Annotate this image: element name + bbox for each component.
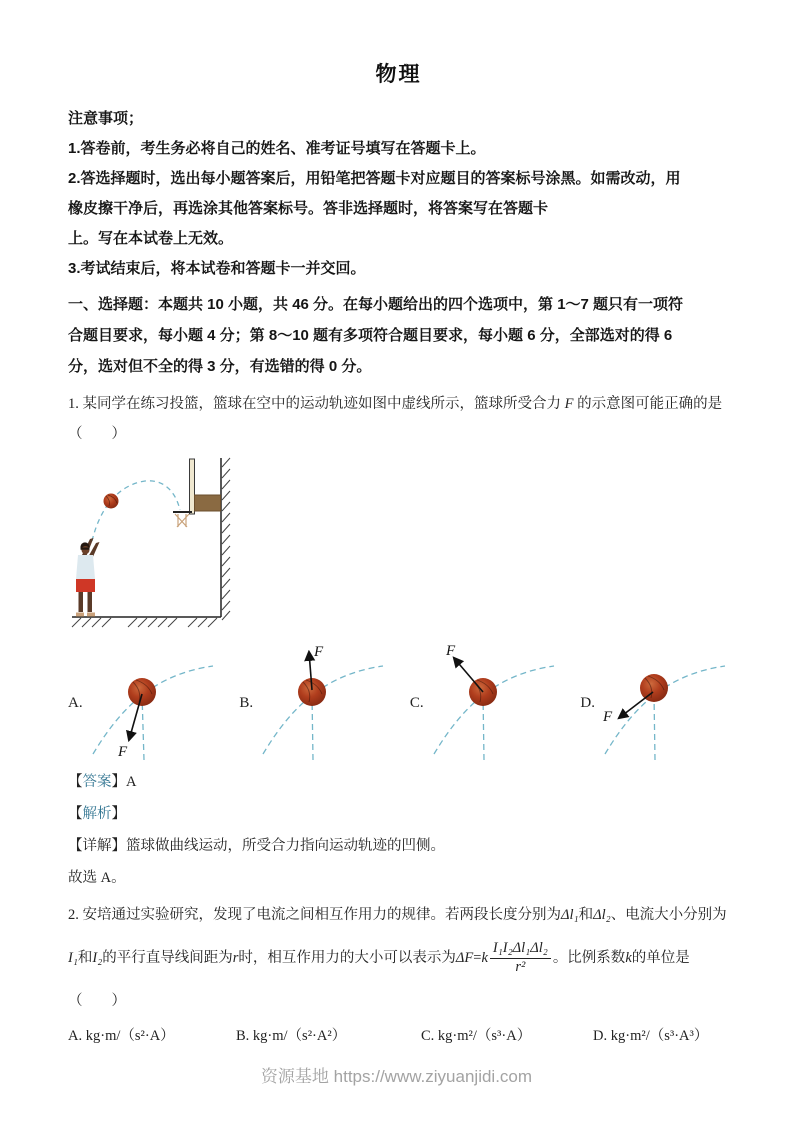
q1-option-a	[68, 642, 217, 764]
notice-heading: 注意事项；	[68, 110, 144, 127]
q2-text: 的平行直导线间距为	[102, 950, 233, 966]
trajectory-arc	[605, 666, 725, 754]
q1-stem-text: 1. 某同学在练习投篮，篮球在空中的运动轨迹如图中虚线所示，篮球所受合力	[68, 396, 565, 412]
q2-var-k: k	[625, 950, 632, 966]
bracket-close: 】	[111, 806, 126, 822]
notice-line: 1.答卷前，考生务必将自己的姓名、准考证号填写在答题卡上。	[68, 140, 486, 157]
formula-fraction	[490, 940, 551, 976]
trajectory-arc	[93, 666, 213, 754]
question-2-stem-line-2	[68, 930, 729, 986]
q2-var-i1: I₁	[68, 950, 78, 966]
q2-text: 的单位是	[631, 950, 690, 966]
question-1-stem	[68, 389, 729, 419]
analysis-word: 解析	[82, 806, 112, 822]
question-2-stem-line-1	[68, 900, 729, 930]
vertical-dashed-line	[654, 694, 655, 760]
q1-detail-line	[68, 830, 729, 862]
bracket-close: 】	[111, 774, 126, 790]
q1-conclusion-line: 故选 A。	[68, 870, 126, 886]
formula-coefficient: k	[481, 950, 488, 966]
option-letter: C.	[421, 1028, 435, 1044]
option-letter: D.	[580, 694, 595, 711]
notice-line: 橡皮擦干净后，再选涂其他答案标号。答非选择题时，将答案写在答题卡	[68, 200, 549, 217]
player-figure	[76, 538, 100, 617]
force-label: F	[117, 744, 127, 760]
q1-answer-bracket: （ ）	[68, 426, 126, 442]
q2-text: 时，相互作用力的大小可以表示为	[238, 950, 456, 966]
q2-option-d	[593, 1024, 708, 1048]
force-label: F	[445, 643, 455, 659]
notice-line: 上。写在本试卷上无效。	[68, 230, 234, 247]
answer-value: A	[126, 774, 137, 790]
q2-text: 2. 安培通过实验研究，发现了电流之间相互作用力的规律。若两段长度分别为	[68, 907, 561, 923]
option-letter: C.	[409, 694, 424, 711]
q1-option-c	[410, 642, 558, 764]
q2-var-dl2: Δl₂	[593, 907, 611, 923]
hoop-net	[175, 514, 189, 527]
ground-hatching	[72, 618, 217, 627]
bracket-open: 【	[68, 774, 83, 790]
bracket-open: 【	[68, 806, 83, 822]
option-letter: A.	[68, 694, 83, 711]
wall-hatching	[222, 458, 230, 620]
section-heading-line: 一、选择题：本题共 10 小题，共 46 分。在每小题给出的四个选项中，第 1～7 题只有一项符	[68, 296, 684, 313]
q2-var-dl1: Δl₁	[561, 907, 579, 923]
q2-text: 、电流大小分别为	[610, 907, 727, 923]
force-arrow	[454, 658, 483, 692]
force-label: F	[314, 644, 324, 660]
page-title: 物理	[375, 63, 422, 86]
trajectory-arc	[263, 666, 383, 754]
backboard-bracket	[195, 495, 221, 511]
option-a-diagram	[85, 642, 217, 764]
force-label: F	[602, 709, 613, 725]
notice-line: 2.答选择题时，选出每小题答案后，用铅笔把答题卡对应题目的答案标号涂黑。如需改动，用	[68, 170, 681, 187]
footer-site-link[interactable]: 资源基地 https://www.ziyuanjidi.com	[260, 1067, 533, 1086]
section-heading-line: 合题目要求，每小题 4 分；第 8～10 题有多项符合题目要求，每小题 6 分，全部选对的得 6	[68, 327, 673, 344]
q1-options-row	[68, 642, 729, 764]
fraction-denominator: r²	[515, 958, 526, 975]
option-text: kg·m²/（s³·A）	[437, 1028, 532, 1044]
basketball-shot-figure	[70, 453, 729, 638]
q1-analysis-line	[68, 798, 729, 830]
option-d-diagram	[597, 642, 729, 764]
option-text: kg·m²/（s³·A³）	[610, 1028, 709, 1044]
option-text: kg·m/（s²·A²）	[252, 1028, 347, 1044]
formula-lhs: ΔF	[455, 950, 474, 966]
q2-option-a	[68, 1024, 236, 1048]
q1-stem-text-tail: 的示意图可能正确的是	[573, 396, 723, 412]
q2-text: 和	[578, 907, 594, 923]
fraction-numerator: I₁I₂Δl₁Δl₂	[490, 940, 551, 958]
force-arrow	[619, 692, 653, 718]
q2-options-row	[68, 1024, 729, 1048]
notice-line: 3.考试结束后，将本试卷和答题卡一并交回。	[68, 260, 366, 277]
q2-text: 和	[77, 950, 93, 966]
q2-var-i2: I₂	[92, 950, 103, 966]
q1-force-symbol: F	[564, 396, 574, 412]
trajectory-arc	[434, 666, 554, 754]
trajectory-path	[92, 481, 180, 541]
q2-option-b	[236, 1024, 421, 1048]
option-letter: B.	[239, 694, 254, 711]
q1-option-d	[580, 642, 729, 764]
q2-text: 。比例系数	[552, 950, 626, 966]
option-c-diagram	[426, 642, 558, 764]
q1-answer-line	[68, 766, 729, 798]
section-heading-line: 分，选对但不全的得 3 分，有选错的得 0 分。	[68, 358, 372, 375]
basketball-shot-svg	[70, 453, 234, 633]
q2-var-r: r	[232, 950, 239, 966]
option-text: kg·m/（s²·A）	[85, 1028, 175, 1044]
option-letter: A.	[68, 1028, 83, 1044]
detail-text: 篮球做曲线运动，所受合力指向运动轨迹的凹侧。	[126, 838, 445, 854]
q2-answer-bracket: （ ）	[68, 993, 126, 1009]
backboard	[190, 459, 195, 514]
q2-option-c	[421, 1024, 593, 1048]
detail-tag: 【详解】	[68, 838, 126, 854]
option-b-diagram	[255, 642, 387, 764]
q1-option-b	[239, 642, 387, 764]
option-letter: B.	[236, 1028, 250, 1044]
answer-word: 答案	[82, 774, 112, 790]
formula-equals: =	[473, 950, 482, 966]
option-letter: D.	[593, 1028, 608, 1044]
